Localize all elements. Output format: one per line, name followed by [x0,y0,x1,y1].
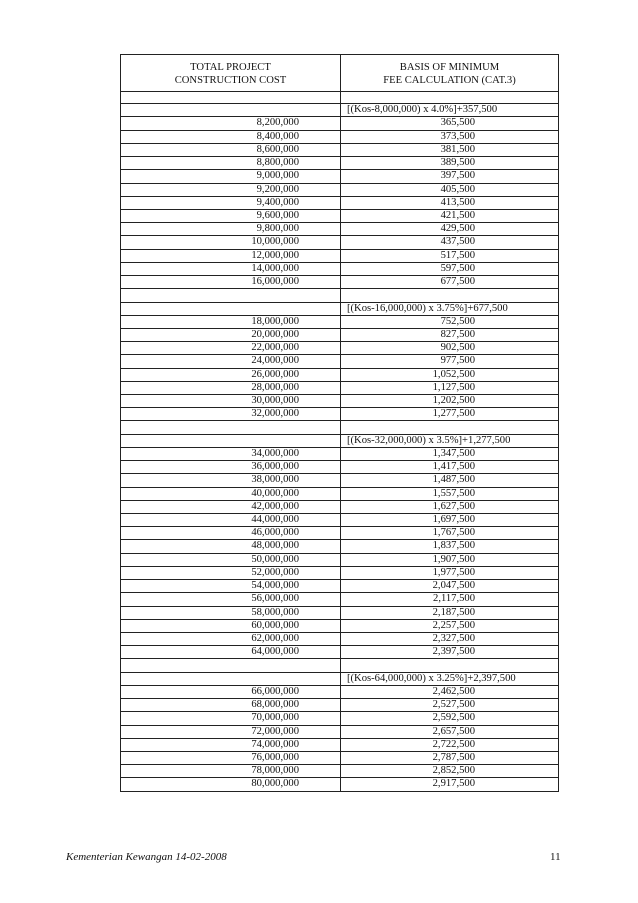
construction-cost-cell: 9,800,000 [256,223,299,235]
construction-cost-cell: 10,000,000 [251,236,299,248]
minimum-fee-cell: 2,657,500 [432,725,475,737]
construction-cost-cell: 20,000,000 [251,328,299,340]
construction-cost-cell: 48,000,000 [251,540,299,552]
table-row [121,184,558,197]
table-row [121,131,558,144]
formula-row [121,303,558,316]
table-row [121,752,558,765]
table-row [121,488,558,501]
footer-source: Kementerian Kewangan 14-02-2008 [66,851,227,863]
table-row [121,355,558,368]
construction-cost-cell: 42,000,000 [251,500,299,512]
minimum-fee-cell: 1,557,500 [432,487,475,499]
table-row [121,620,558,633]
table-row [121,263,558,276]
table-row [121,157,558,170]
table-row [121,197,558,210]
table-row [121,554,558,567]
construction-cost-cell: 8,200,000 [256,117,299,129]
construction-cost-cell: 50,000,000 [251,553,299,565]
construction-cost-cell: 54,000,000 [251,580,299,592]
construction-cost-cell: 80,000,000 [251,778,299,790]
table-row [121,567,558,580]
minimum-fee-cell: 389,500 [440,157,475,169]
construction-cost-cell: 68,000,000 [251,699,299,711]
table-row [121,316,558,329]
header-construction-cost [121,61,340,87]
minimum-fee-cell: 1,767,500 [432,527,475,539]
header-line: TOTAL PROJECT [190,62,271,73]
construction-cost-cell: 78,000,000 [251,765,299,777]
header-line: CONSTRUCTION COST [174,75,287,86]
table-row [121,765,558,778]
fee-formula: [(Kos-16,000,000) x 3.75%]+677,500 [347,302,508,314]
construction-cost-cell: 26,000,000 [251,368,299,380]
header-line: FEE CALCULATION (CAT.3) [383,75,516,86]
minimum-fee-cell: 2,787,500 [432,751,475,763]
minimum-fee-cell: 1,907,500 [432,553,475,565]
fee-formula: [(Kos-64,000,000) x 3.25%]+2,397,500 [347,672,516,684]
table-row [121,607,558,620]
minimum-fee-cell: 2,257,500 [432,619,475,631]
construction-cost-cell: 24,000,000 [251,355,299,367]
minimum-fee-cell: 1,202,500 [432,395,475,407]
table-row [121,514,558,527]
minimum-fee-cell: 1,347,500 [432,447,475,459]
table-row [121,117,558,130]
table-row [121,686,558,699]
construction-cost-cell: 28,000,000 [251,381,299,393]
table-row [121,540,558,553]
formula-row [121,673,558,686]
construction-cost-cell: 22,000,000 [251,342,299,354]
construction-cost-cell: 14,000,000 [251,262,299,274]
blank-row [121,659,558,672]
header-line: BASIS OF MINIMUM [399,62,500,73]
construction-cost-cell: 38,000,000 [251,474,299,486]
minimum-fee-cell: 405,500 [440,183,475,195]
construction-cost-cell: 64,000,000 [251,646,299,658]
table-row [121,726,558,739]
construction-cost-cell: 72,000,000 [251,725,299,737]
construction-cost-cell: 62,000,000 [251,632,299,644]
table-row [121,646,558,659]
minimum-fee-cell: 1,487,500 [432,474,475,486]
minimum-fee-cell: 2,117,500 [433,593,475,605]
minimum-fee-cell: 1,627,500 [432,500,475,512]
minimum-fee-cell: 373,500 [440,130,475,142]
construction-cost-cell: 8,600,000 [256,143,299,155]
table-row [121,461,558,474]
minimum-fee-cell: 1,977,500 [432,566,475,578]
fee-formula: [(Kos-32,000,000) x 3.5%]+1,277,500 [347,434,511,446]
table-row [121,395,558,408]
construction-cost-cell: 8,400,000 [256,130,299,142]
construction-cost-cell: 32,000,000 [251,408,299,420]
minimum-fee-cell: 2,527,500 [432,699,475,711]
table-row [121,276,558,289]
table-row [121,369,558,382]
minimum-fee-cell: 1,052,500 [432,368,475,380]
minimum-fee-cell: 429,500 [440,223,475,235]
table-row [121,329,558,342]
construction-cost-cell: 30,000,000 [251,395,299,407]
minimum-fee-cell: 902,500 [440,342,475,354]
fee-formula: [(Kos-8,000,000) x 4.0%]+357,500 [347,104,498,116]
blank-row [121,91,558,104]
minimum-fee-cell: 2,047,500 [432,580,475,592]
construction-cost-cell: 9,000,000 [256,170,299,182]
table-header [121,55,558,92]
table-row [121,633,558,646]
construction-cost-cell: 46,000,000 [251,527,299,539]
table-row [121,778,558,791]
blank-row [121,421,558,434]
minimum-fee-cell: 1,697,500 [432,514,475,525]
table-row [121,593,558,606]
table-row [121,580,558,593]
construction-cost-cell: 40,000,000 [251,487,299,499]
fee-table [120,54,559,792]
minimum-fee-cell: 365,500 [440,117,475,129]
minimum-fee-cell: 1,127,500 [432,381,475,393]
formula-row [121,104,558,117]
minimum-fee-cell: 1,277,500 [432,408,475,420]
table-row [121,527,558,540]
minimum-fee-cell: 437,500 [440,236,475,248]
construction-cost-cell: 66,000,000 [251,685,299,697]
formula-row [121,435,558,448]
construction-cost-cell: 70,000,000 [251,712,299,724]
table-row [121,210,558,223]
blank-row [121,289,558,302]
construction-cost-cell: 60,000,000 [251,619,299,631]
construction-cost-cell: 9,600,000 [256,209,299,221]
minimum-fee-cell: 2,722,500 [432,738,475,750]
header-fee-calculation [341,61,558,87]
table-row [121,382,558,395]
table-row [121,236,558,249]
construction-cost-cell: 56,000,000 [251,593,299,605]
table-row [121,170,558,183]
table-row [121,448,558,461]
table-row [121,501,558,514]
construction-cost-cell: 74,000,000 [251,738,299,750]
minimum-fee-cell: 381,500 [440,143,475,155]
minimum-fee-cell: 827,500 [440,328,475,340]
table-row [121,699,558,712]
table-row [121,408,558,421]
minimum-fee-cell: 752,500 [440,315,475,327]
construction-cost-cell: 12,000,000 [251,249,299,261]
minimum-fee-cell: 413,500 [440,196,475,208]
table-row [121,342,558,355]
page-number: 11 [550,851,561,863]
minimum-fee-cell: 1,417,500 [432,461,475,473]
construction-cost-cell: 36,000,000 [251,461,299,473]
minimum-fee-cell: 2,187,500 [432,606,475,618]
minimum-fee-cell: 397,500 [440,170,475,182]
minimum-fee-cell: 2,917,500 [432,778,475,790]
minimum-fee-cell: 2,592,500 [432,712,475,724]
table-row [121,474,558,487]
minimum-fee-cell: 421,500 [440,209,475,221]
table-row [121,223,558,236]
minimum-fee-cell: 2,397,500 [432,646,475,658]
table-body [121,91,558,792]
table-row [121,144,558,157]
construction-cost-cell: 18,000,000 [251,315,299,327]
minimum-fee-cell: 517,500 [440,249,475,261]
minimum-fee-cell: 677,500 [440,276,475,288]
minimum-fee-cell: 2,462,500 [432,685,475,697]
construction-cost-cell: 34,000,000 [251,447,299,459]
table-row [121,250,558,263]
construction-cost-cell: 44,000,000 [251,514,299,525]
minimum-fee-cell: 2,327,500 [432,632,475,644]
minimum-fee-cell: 977,500 [440,355,475,367]
construction-cost-cell: 52,000,000 [251,566,299,578]
minimum-fee-cell: 597,500 [440,262,475,274]
minimum-fee-cell: 1,837,500 [432,540,475,552]
table-row [121,712,558,725]
construction-cost-cell: 58,000,000 [251,606,299,618]
construction-cost-cell: 9,400,000 [256,196,299,208]
construction-cost-cell: 76,000,000 [251,751,299,763]
construction-cost-cell: 8,800,000 [256,157,299,169]
minimum-fee-cell: 2,852,500 [432,765,475,777]
construction-cost-cell: 9,200,000 [256,183,299,195]
construction-cost-cell: 16,000,000 [251,276,299,288]
table-row [121,739,558,752]
